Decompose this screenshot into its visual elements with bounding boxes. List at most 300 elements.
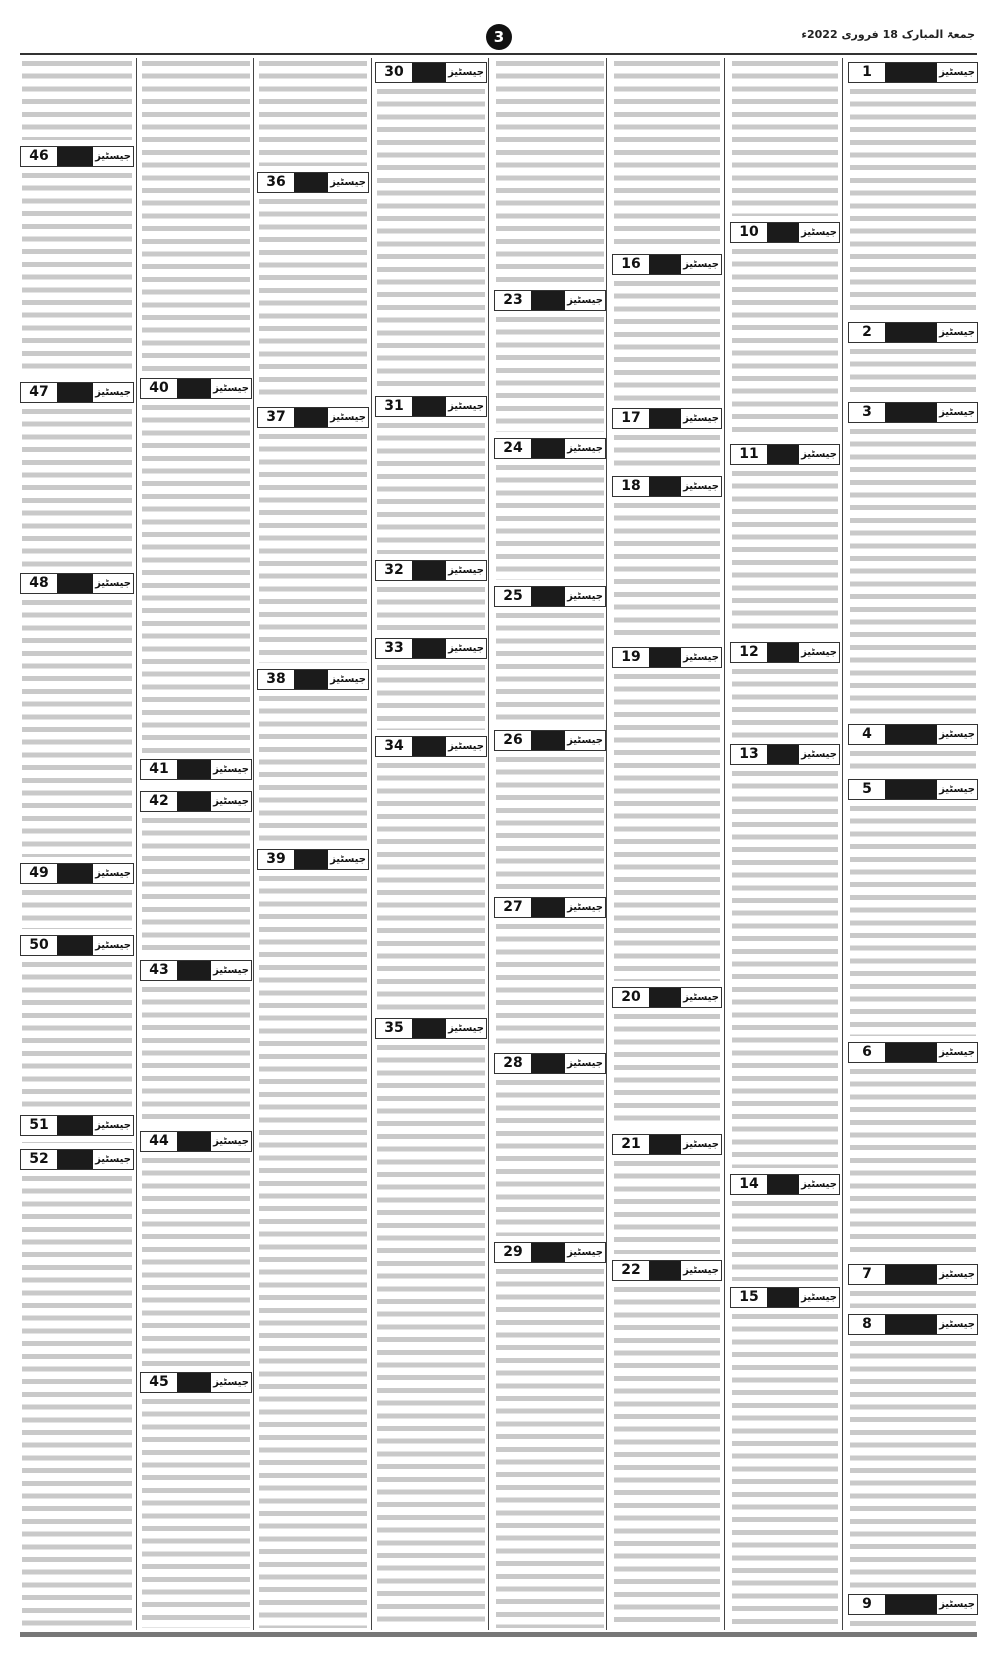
article-text bbox=[259, 58, 367, 166]
item-heading bbox=[730, 642, 840, 663]
article-text bbox=[377, 662, 485, 730]
heading-bar bbox=[57, 936, 93, 955]
item-heading bbox=[494, 1242, 606, 1263]
item-heading bbox=[494, 1053, 606, 1074]
item-heading bbox=[20, 863, 134, 884]
item-number: 40 bbox=[141, 379, 177, 398]
article-text bbox=[614, 278, 720, 402]
article-text bbox=[732, 768, 838, 1168]
heading-bar bbox=[649, 477, 681, 496]
article-text bbox=[142, 815, 250, 954]
article-text bbox=[259, 431, 367, 663]
heading-label: جیسٹیز bbox=[937, 1265, 977, 1284]
heading-bar bbox=[531, 898, 565, 917]
item-heading bbox=[494, 586, 606, 607]
article-text bbox=[142, 1155, 250, 1366]
news-item bbox=[375, 556, 487, 634]
article-text bbox=[850, 748, 976, 773]
news-item bbox=[257, 403, 369, 665]
article-text bbox=[850, 346, 976, 396]
item-number: 1 bbox=[849, 63, 885, 82]
item-heading bbox=[730, 222, 840, 243]
item-number: 43 bbox=[141, 961, 177, 980]
news-item bbox=[375, 58, 487, 392]
article-text bbox=[496, 610, 604, 724]
item-number: 49 bbox=[21, 864, 57, 883]
article-text bbox=[614, 671, 720, 981]
heading-bar bbox=[885, 403, 937, 422]
news-item bbox=[612, 404, 722, 472]
news-item bbox=[140, 1368, 252, 1630]
item-heading bbox=[612, 408, 722, 429]
item-number: 23 bbox=[495, 291, 531, 310]
article-text bbox=[850, 1066, 976, 1258]
news-item bbox=[20, 378, 134, 569]
heading-bar bbox=[885, 323, 937, 342]
heading-label: جیسٹیز bbox=[681, 477, 721, 496]
article-text bbox=[496, 1266, 604, 1628]
heading-bar bbox=[57, 864, 93, 883]
article-text bbox=[732, 468, 838, 636]
news-item bbox=[612, 643, 722, 983]
news-item bbox=[20, 1111, 134, 1145]
column-divider bbox=[606, 58, 607, 1630]
heading-bar bbox=[767, 643, 799, 662]
item-number: 28 bbox=[495, 1054, 531, 1073]
news-item bbox=[375, 392, 487, 556]
article-text bbox=[22, 406, 132, 567]
heading-bar bbox=[885, 1595, 937, 1614]
heading-bar bbox=[649, 409, 681, 428]
column-divider bbox=[371, 58, 372, 1630]
heading-label: جیسٹیز bbox=[565, 731, 605, 750]
news-column bbox=[612, 58, 722, 1630]
item-number: 45 bbox=[141, 1373, 177, 1392]
heading-bar bbox=[531, 291, 565, 310]
item-number: 25 bbox=[495, 587, 531, 606]
item-number: 12 bbox=[731, 643, 767, 662]
item-number: 19 bbox=[613, 648, 649, 667]
article-text bbox=[142, 984, 250, 1125]
news-item bbox=[730, 740, 840, 1170]
item-number: 39 bbox=[258, 850, 294, 869]
heading-bar bbox=[767, 223, 799, 242]
column-divider bbox=[488, 58, 489, 1630]
article-text bbox=[259, 873, 367, 1628]
item-heading bbox=[140, 1131, 252, 1152]
item-heading bbox=[20, 573, 134, 594]
item-heading bbox=[848, 1314, 978, 1335]
item-number: 5 bbox=[849, 780, 885, 799]
news-item bbox=[20, 931, 134, 1111]
item-number: 50 bbox=[21, 936, 57, 955]
item-number: 52 bbox=[21, 1150, 57, 1169]
article-text bbox=[614, 432, 720, 470]
heading-label: جیسٹیز bbox=[681, 988, 721, 1007]
article-text bbox=[614, 1011, 720, 1128]
article-text bbox=[850, 803, 976, 1036]
article-text bbox=[22, 959, 132, 1109]
heading-label: جیسٹیز bbox=[93, 574, 133, 593]
item-heading bbox=[730, 444, 840, 465]
article-text bbox=[496, 1077, 604, 1236]
news-item bbox=[612, 1130, 722, 1256]
item-number: 7 bbox=[849, 1265, 885, 1284]
item-heading bbox=[140, 759, 252, 780]
heading-bar bbox=[767, 1288, 799, 1307]
news-column bbox=[257, 58, 369, 1630]
news-item bbox=[375, 732, 487, 1014]
item-heading bbox=[612, 647, 722, 668]
news-item bbox=[140, 787, 252, 956]
heading-bar bbox=[649, 1261, 681, 1280]
footer-rule bbox=[20, 1632, 977, 1637]
item-heading bbox=[848, 724, 978, 745]
heading-label: جیسٹیز bbox=[93, 147, 133, 166]
heading-label: جیسٹیز bbox=[93, 383, 133, 402]
heading-label: جیسٹیز bbox=[446, 63, 486, 82]
news-item bbox=[257, 168, 369, 403]
item-heading bbox=[848, 1264, 978, 1285]
item-number: 33 bbox=[376, 639, 412, 658]
heading-bar bbox=[294, 173, 328, 192]
column-divider bbox=[724, 58, 725, 1630]
item-heading bbox=[848, 402, 978, 423]
news-item bbox=[848, 1590, 978, 1630]
article-text bbox=[142, 783, 250, 785]
news-column bbox=[730, 58, 840, 1630]
item-heading bbox=[848, 1594, 978, 1615]
heading-bar bbox=[57, 1150, 93, 1169]
heading-bar bbox=[177, 961, 211, 980]
heading-bar bbox=[412, 639, 446, 658]
heading-label: جیسٹیز bbox=[681, 1261, 721, 1280]
heading-label: جیسٹیز bbox=[937, 780, 977, 799]
heading-label: جیسٹیز bbox=[937, 1595, 977, 1614]
heading-bar bbox=[177, 379, 211, 398]
news-item bbox=[848, 1310, 978, 1590]
news-item bbox=[494, 434, 606, 582]
heading-label: جیسٹیز bbox=[565, 898, 605, 917]
article-text bbox=[850, 1288, 976, 1308]
item-number: 14 bbox=[731, 1175, 767, 1194]
item-heading bbox=[848, 322, 978, 343]
article-text bbox=[22, 597, 132, 857]
item-heading bbox=[20, 146, 134, 167]
article-text bbox=[496, 921, 604, 1047]
item-number: 44 bbox=[141, 1132, 177, 1151]
news-item bbox=[494, 286, 606, 434]
news-item bbox=[140, 755, 252, 787]
article-text bbox=[614, 1284, 720, 1628]
news-item bbox=[375, 634, 487, 732]
article-text bbox=[22, 170, 132, 376]
issue-date: جمعۃ المبارک 18 فروری 2022ء bbox=[801, 28, 975, 41]
item-number: 29 bbox=[495, 1243, 531, 1262]
heading-bar bbox=[767, 1175, 799, 1194]
heading-bar bbox=[412, 561, 446, 580]
news-item bbox=[612, 1256, 722, 1630]
news-item bbox=[494, 726, 606, 893]
news-item bbox=[494, 1049, 606, 1238]
news-item bbox=[848, 1260, 978, 1310]
news-item bbox=[730, 440, 840, 638]
heading-label: جیسٹیز bbox=[211, 1373, 251, 1392]
item-heading bbox=[494, 438, 606, 459]
article-text bbox=[614, 500, 720, 641]
heading-bar bbox=[767, 445, 799, 464]
item-heading bbox=[20, 1115, 134, 1136]
heading-label: جیسٹیز bbox=[93, 864, 133, 883]
article-text bbox=[614, 1158, 720, 1254]
news-item bbox=[257, 845, 369, 1630]
heading-label: جیسٹیز bbox=[799, 223, 839, 242]
heading-bar bbox=[531, 587, 565, 606]
heading-bar bbox=[885, 63, 937, 82]
article-text bbox=[22, 1139, 132, 1143]
heading-label: جیسٹیز bbox=[93, 936, 133, 955]
item-number: 8 bbox=[849, 1315, 885, 1334]
heading-label: جیسٹیز bbox=[937, 1043, 977, 1062]
item-heading bbox=[375, 736, 487, 757]
heading-bar bbox=[177, 1373, 211, 1392]
article-text bbox=[259, 693, 367, 843]
heading-label: جیسٹیز bbox=[211, 1132, 251, 1151]
news-item bbox=[730, 218, 840, 440]
item-heading bbox=[257, 407, 369, 428]
heading-label: جیسٹیز bbox=[937, 1315, 977, 1334]
item-number: 22 bbox=[613, 1261, 649, 1280]
heading-label: جیسٹیز bbox=[211, 379, 251, 398]
article-text bbox=[377, 760, 485, 1012]
article-text bbox=[496, 314, 604, 432]
heading-bar bbox=[649, 255, 681, 274]
item-number: 21 bbox=[613, 1135, 649, 1154]
heading-bar bbox=[531, 1054, 565, 1073]
article-text bbox=[22, 1173, 132, 1628]
heading-label: جیسٹیز bbox=[446, 1019, 486, 1038]
news-item bbox=[730, 638, 840, 740]
news-item bbox=[20, 1145, 134, 1630]
heading-bar bbox=[885, 1043, 937, 1062]
item-heading bbox=[140, 1372, 252, 1393]
news-item bbox=[612, 250, 722, 404]
item-number: 17 bbox=[613, 409, 649, 428]
heading-bar bbox=[885, 725, 937, 744]
heading-bar bbox=[767, 745, 799, 764]
article-text bbox=[142, 58, 250, 372]
column-divider bbox=[136, 58, 137, 1630]
item-number: 48 bbox=[21, 574, 57, 593]
item-number: 42 bbox=[141, 792, 177, 811]
news-item bbox=[140, 374, 252, 755]
news-item bbox=[375, 1014, 487, 1630]
article-text bbox=[496, 754, 604, 891]
heading-bar bbox=[531, 731, 565, 750]
heading-label: جیسٹیز bbox=[565, 587, 605, 606]
article-text bbox=[377, 1042, 485, 1628]
news-item bbox=[20, 859, 134, 931]
news-item bbox=[848, 1038, 978, 1260]
news-column bbox=[140, 58, 252, 1630]
item-heading bbox=[730, 1174, 840, 1195]
item-heading bbox=[20, 1149, 134, 1170]
article-text bbox=[850, 426, 976, 718]
news-item bbox=[730, 1170, 840, 1283]
heading-label: جیسٹیز bbox=[93, 1116, 133, 1135]
news-item bbox=[20, 569, 134, 859]
heading-label: جیسٹیز bbox=[681, 648, 721, 667]
item-number: 11 bbox=[731, 445, 767, 464]
item-heading bbox=[848, 1042, 978, 1063]
news-item bbox=[848, 58, 978, 318]
item-number: 20 bbox=[613, 988, 649, 1007]
item-number: 27 bbox=[495, 898, 531, 917]
item-heading bbox=[612, 1260, 722, 1281]
heading-bar bbox=[412, 737, 446, 756]
item-heading bbox=[140, 378, 252, 399]
heading-bar bbox=[412, 1019, 446, 1038]
item-number: 10 bbox=[731, 223, 767, 242]
item-number: 2 bbox=[849, 323, 885, 342]
article-text bbox=[142, 402, 250, 753]
heading-label: جیسٹیز bbox=[799, 1175, 839, 1194]
news-item bbox=[140, 1127, 252, 1368]
news-column bbox=[494, 58, 606, 1630]
heading-bar bbox=[57, 147, 93, 166]
item-heading bbox=[257, 849, 369, 870]
news-item bbox=[848, 398, 978, 720]
item-heading bbox=[494, 290, 606, 311]
heading-label: جیسٹیز bbox=[681, 409, 721, 428]
heading-label: جیسٹیز bbox=[565, 1054, 605, 1073]
article-text bbox=[850, 86, 976, 316]
heading-label: جیسٹیز bbox=[565, 1243, 605, 1262]
heading-label: جیسٹیز bbox=[799, 445, 839, 464]
heading-label: جیسٹیز bbox=[799, 643, 839, 662]
news-column bbox=[848, 58, 978, 1630]
heading-label: جیسٹیز bbox=[211, 792, 251, 811]
item-heading bbox=[140, 960, 252, 981]
item-number: 18 bbox=[613, 477, 649, 496]
heading-bar bbox=[57, 383, 93, 402]
column-divider bbox=[253, 58, 254, 1630]
news-item bbox=[494, 582, 606, 726]
item-number: 37 bbox=[258, 408, 294, 427]
item-heading bbox=[375, 560, 487, 581]
item-heading bbox=[375, 396, 487, 417]
heading-label: جیسٹیز bbox=[211, 760, 251, 779]
article-text bbox=[614, 58, 720, 248]
item-number: 9 bbox=[849, 1595, 885, 1614]
heading-label: جیسٹیز bbox=[446, 397, 486, 416]
heading-bar bbox=[649, 648, 681, 667]
news-item bbox=[20, 142, 134, 378]
article-text bbox=[377, 420, 485, 554]
item-heading bbox=[730, 1287, 840, 1308]
page-number-badge: 3 bbox=[486, 24, 512, 50]
article-text bbox=[142, 1396, 250, 1628]
article-text bbox=[732, 58, 838, 216]
news-item bbox=[730, 1283, 840, 1630]
item-heading bbox=[375, 62, 487, 83]
item-heading bbox=[848, 779, 978, 800]
news-item bbox=[612, 983, 722, 1130]
heading-bar bbox=[57, 1116, 93, 1135]
article-text bbox=[22, 58, 132, 140]
heading-label: جیسٹیز bbox=[937, 323, 977, 342]
heading-bar bbox=[649, 988, 681, 1007]
article-text bbox=[377, 86, 485, 390]
heading-label: جیسٹیز bbox=[565, 291, 605, 310]
article-text bbox=[732, 246, 838, 438]
news-item bbox=[494, 1238, 606, 1630]
item-heading bbox=[375, 638, 487, 659]
article-text bbox=[732, 1198, 838, 1281]
item-number: 36 bbox=[258, 173, 294, 192]
heading-bar bbox=[57, 574, 93, 593]
item-number: 4 bbox=[849, 725, 885, 744]
news-item bbox=[140, 956, 252, 1127]
item-number: 13 bbox=[731, 745, 767, 764]
heading-label: جیسٹیز bbox=[328, 850, 368, 869]
news-item bbox=[848, 720, 978, 775]
heading-bar bbox=[885, 1265, 937, 1284]
item-heading bbox=[257, 172, 369, 193]
item-heading bbox=[730, 744, 840, 765]
news-item bbox=[494, 893, 606, 1049]
heading-bar bbox=[294, 670, 328, 689]
heading-label: جیسٹیز bbox=[328, 408, 368, 427]
item-number: 6 bbox=[849, 1043, 885, 1062]
item-number: 46 bbox=[21, 147, 57, 166]
heading-label: جیسٹیز bbox=[937, 725, 977, 744]
heading-bar bbox=[649, 1135, 681, 1154]
heading-bar bbox=[177, 792, 211, 811]
item-number: 26 bbox=[495, 731, 531, 750]
heading-bar bbox=[177, 760, 211, 779]
item-number: 31 bbox=[376, 397, 412, 416]
heading-label: جیسٹیز bbox=[799, 745, 839, 764]
heading-bar bbox=[531, 1243, 565, 1262]
item-number: 38 bbox=[258, 670, 294, 689]
heading-label: جیسٹیز bbox=[799, 1288, 839, 1307]
item-heading bbox=[612, 987, 722, 1008]
item-heading bbox=[848, 62, 978, 83]
article-text bbox=[496, 462, 604, 580]
article-text bbox=[850, 1338, 976, 1588]
heading-bar bbox=[412, 63, 446, 82]
item-heading bbox=[20, 382, 134, 403]
article-text bbox=[22, 887, 132, 929]
item-heading bbox=[140, 791, 252, 812]
item-number: 51 bbox=[21, 1116, 57, 1135]
article-text bbox=[732, 666, 838, 738]
news-item bbox=[848, 775, 978, 1038]
heading-label: جیسٹیز bbox=[937, 403, 977, 422]
news-column bbox=[20, 58, 134, 1630]
news-item bbox=[612, 472, 722, 643]
item-number: 35 bbox=[376, 1019, 412, 1038]
news-column bbox=[375, 58, 487, 1630]
item-number: 15 bbox=[731, 1288, 767, 1307]
article-text bbox=[850, 1618, 976, 1628]
column-divider bbox=[842, 58, 843, 1630]
heading-bar bbox=[294, 850, 328, 869]
heading-label: جیسٹیز bbox=[211, 961, 251, 980]
item-heading bbox=[494, 897, 606, 918]
heading-label: جیسٹیز bbox=[681, 255, 721, 274]
